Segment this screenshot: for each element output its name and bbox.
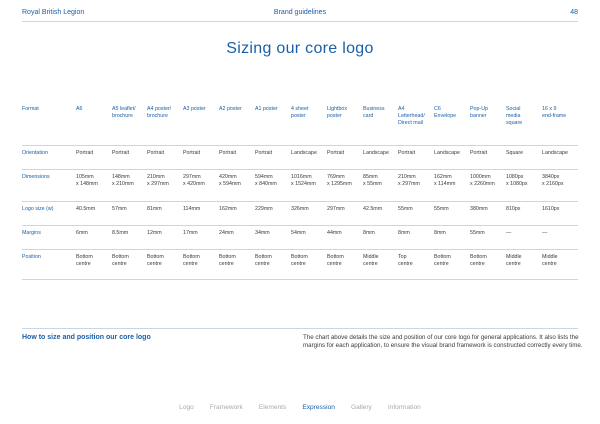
table-cell: A4 poster/ brochure [147, 106, 172, 120]
table-cell: Pop-Up banner [470, 106, 488, 120]
table-cell: C6 Envelope [434, 106, 457, 120]
table-cell: Bottom centre [255, 254, 272, 268]
table-cell: 42.5mm [363, 206, 383, 212]
table-cell: 114mm [183, 206, 201, 212]
row-label: Dimensions [22, 174, 50, 180]
table-cell: Landscape [542, 150, 568, 156]
table-cell: Portrait [183, 150, 201, 156]
table-cell: Bottom centre [219, 254, 236, 268]
logo-sizing-table [22, 102, 578, 280]
table-cell: 8.5mm [112, 230, 129, 236]
table-cell: 40.5mm [76, 206, 96, 212]
table-cell: 16 x 9 end-frame [542, 106, 567, 120]
table-cell: 8mm [363, 230, 375, 236]
table-cell: Portrait [76, 150, 94, 156]
row-label: Orientation [22, 150, 48, 156]
how-to-body: The chart above details the size and position of our core logo for general applications. It also lists the margins for each application, to ensure the visual brand framework is constructed correctly every time. [303, 334, 583, 350]
table-cell: — [506, 230, 512, 236]
table-cell: 297mm x 420mm [183, 174, 205, 188]
footer-navigation [0, 404, 600, 411]
row-label: Position [22, 254, 41, 260]
table-cell: 6mm [76, 230, 88, 236]
table-cell: A4 Letterhead/ Direct mail [398, 106, 425, 127]
table-cell: 34mm [255, 230, 270, 236]
table-cell: 8mm [398, 230, 410, 236]
table-cell: Portrait [327, 150, 345, 156]
table-cell: Bottom centre [327, 254, 344, 268]
table-cell: Portrait [147, 150, 165, 156]
table-row-logo-size-w [22, 202, 578, 226]
table-cell: 162mm [219, 206, 237, 212]
table-cell: 81mm [147, 206, 162, 212]
table-cell: 229mm [255, 206, 273, 212]
table-cell: A5 leaflet/ brochure [112, 106, 136, 120]
table-cell: 17mm [183, 230, 198, 236]
table-cell: 55mm [434, 206, 449, 212]
table-cell: Bottom centre [76, 254, 93, 268]
table-cell: 420mm x 594mm [219, 174, 241, 188]
table-cell: Landscape [363, 150, 389, 156]
table-cell: 148mm x 210mm [112, 174, 134, 188]
table-cell: Portrait [255, 150, 273, 156]
table-cell: 4 sheet poster [291, 106, 309, 120]
table-cell: A2 poster [219, 106, 242, 112]
table-cell: 1610px [542, 206, 560, 212]
table-cell: Middle centre [542, 254, 558, 268]
table-cell: 297mm [327, 206, 345, 212]
table-cell: Lightbox poster [327, 106, 348, 120]
row-label: Margins [22, 230, 41, 236]
table-cell: Bottom centre [291, 254, 308, 268]
table-cell: A1 poster [255, 106, 278, 112]
table-cell: 210mm x 297mm [398, 174, 420, 188]
table-row-format [22, 102, 578, 146]
table-cell: — [542, 230, 548, 236]
table-cell: Business card [363, 106, 385, 120]
page-title: Sizing our core logo [226, 40, 374, 57]
table-cell: 162mm x 114mm [434, 174, 456, 188]
table-cell: Top centre [398, 254, 413, 268]
table-cell: 54mm [291, 230, 306, 236]
table-row-dimensions [22, 170, 578, 202]
table-cell: 85mm x 55mm [363, 174, 382, 188]
table-cell: 810px [506, 206, 521, 212]
table-row-orientation [22, 146, 578, 170]
table-cell: A6 [76, 106, 83, 112]
nav-item-expression[interactable]: Expression [302, 404, 335, 411]
table-cell: 44mm [327, 230, 342, 236]
table-cell: 8mm [434, 230, 446, 236]
nav-item-elements[interactable]: Elements [258, 404, 287, 411]
table-cell: Portrait [112, 150, 130, 156]
table-cell: 210mm x 297mm [147, 174, 169, 188]
table-row-position [22, 250, 578, 280]
table-cell: Portrait [398, 150, 416, 156]
page-number: 48 [570, 9, 578, 16]
header-organisation: Royal British Legion [22, 9, 85, 16]
table-cell: 55mm [398, 206, 413, 212]
nav-item-gallery[interactable]: Gallery [350, 404, 372, 411]
table-cell: A3 poster [183, 106, 206, 112]
table-cell: Bottom centre [147, 254, 164, 268]
page-header [0, 0, 600, 28]
table-cell: Landscape [434, 150, 460, 156]
section-divider [22, 328, 578, 329]
table-cell: Bottom centre [434, 254, 451, 268]
header-divider [22, 21, 578, 22]
table-cell: 326mm [291, 206, 309, 212]
table-cell: Bottom centre [470, 254, 487, 268]
table-cell: Square [506, 150, 524, 156]
header-section-title: Brand guidelines [273, 9, 327, 16]
table-cell: 12mm [147, 230, 162, 236]
table-row-margins [22, 226, 578, 250]
row-label: Format [22, 106, 39, 112]
table-cell: Middle centre [363, 254, 379, 268]
nav-item-information[interactable]: Information [387, 404, 421, 411]
nav-item-framework[interactable]: Framework [209, 404, 243, 411]
table-cell: Landscape [291, 150, 317, 156]
table-cell: 1000mm x 2260mm [470, 174, 495, 188]
table-cell: 380mm [470, 206, 488, 212]
table-cell: 1016mm x 1524mm [291, 174, 316, 188]
table-cell: 57mm [112, 206, 127, 212]
table-cell: Social media square [506, 106, 523, 127]
table-cell: 594mm x 840mm [255, 174, 277, 188]
table-cell: 55mm [470, 230, 485, 236]
table-cell: 24mm [219, 230, 234, 236]
how-to-heading: How to size and position our core logo [22, 334, 151, 341]
nav-item-logo[interactable]: Logo [179, 404, 194, 411]
table-cell: 105mm x 148mm [76, 174, 98, 188]
table-cell: 1080px x 1080px [506, 174, 528, 188]
table-cell: 769mm x 1295mm [327, 174, 352, 188]
row-label: Logo size (w) [22, 206, 54, 212]
table-cell: Portrait [470, 150, 488, 156]
table-cell: Bottom centre [112, 254, 129, 268]
table-cell: 3840px x 2160px [542, 174, 564, 188]
table-cell: Bottom centre [183, 254, 200, 268]
table-cell: Portrait [219, 150, 237, 156]
table-cell: Middle centre [506, 254, 522, 268]
